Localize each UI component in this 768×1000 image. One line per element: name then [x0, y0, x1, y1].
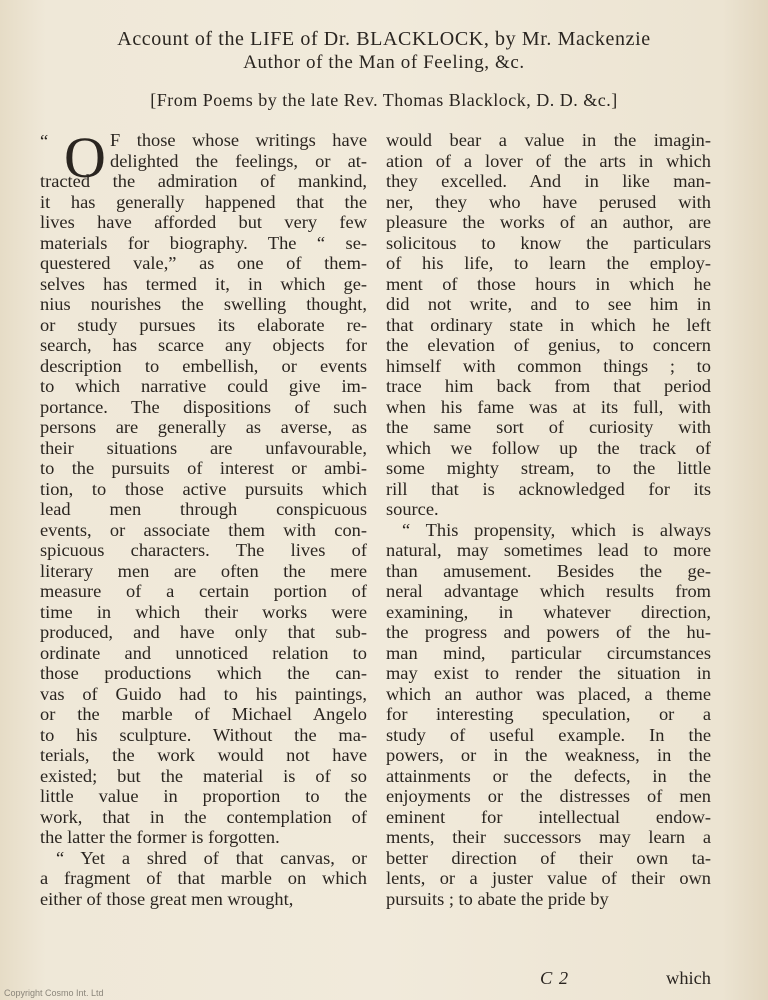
text-line: portance. The dispositions of such — [40, 396, 367, 417]
text-line: ments, their successors may learn a — [386, 827, 711, 847]
text-line: “ This propensity, which is always — [402, 519, 711, 540]
text-line: events, or associate them with con- — [40, 519, 367, 540]
opening-quote: “ — [40, 131, 49, 151]
text-line: spicuous characters. The lives of — [40, 540, 367, 560]
text-line: solicitous to know the particulars — [386, 232, 711, 253]
text-line: man mind, particular circumstances — [386, 642, 711, 663]
text-line: literary men are often the mere — [40, 560, 367, 581]
drop-cap: O — [64, 125, 106, 190]
text-line: work, that in the contemplation of — [40, 806, 367, 827]
text-line: pursuits ; to abate the pride by — [386, 888, 609, 909]
text-line: rill that is acknowledged for its — [386, 478, 711, 499]
text-line: or study pursues its elaborate re- — [40, 314, 367, 335]
text-line: which an author was placed, a theme — [386, 683, 711, 704]
text-line: eminent for intellectual endow- — [386, 806, 711, 827]
text-line: source. — [386, 499, 439, 519]
text-line: persons are generally as averse, as — [40, 417, 367, 437]
text-line: search, has scarce any objects for — [40, 335, 367, 355]
text-line: which we follow up the track of — [386, 437, 711, 458]
text-line: it has generally happened that the — [40, 191, 367, 212]
text-line: the same sort of curiosity with — [386, 417, 711, 437]
text-line: lead men through conspicuous — [40, 499, 367, 519]
text-line: the progress and powers of the hu- — [386, 622, 711, 642]
text-line: study of useful example. In the — [386, 724, 711, 745]
right-column — [386, 130, 711, 909]
text-line: examining, in whatever direction, — [386, 601, 711, 622]
text-line: that ordinary state in which he left — [386, 314, 711, 335]
text-line: attainments or the defects, in the — [386, 765, 711, 786]
text-line: natural, may sometimes lead to more — [386, 540, 711, 560]
text-line: tion, to those active pursuits which — [40, 478, 367, 499]
signature-mark: C 2 — [540, 968, 570, 988]
text-line: did not write, and to see him in — [386, 294, 711, 314]
text-line: the latter the former is forgotten. — [40, 827, 280, 847]
text-line: would bear a value in the imagin- — [386, 130, 711, 150]
text-line: delighted the feelings, or at- — [110, 150, 367, 171]
text-line: pleasure the works of an author, are — [386, 212, 711, 232]
text-line: some mighty stream, to the little — [386, 458, 711, 478]
text-line: “ Yet a shred of that canvas, or — [56, 847, 367, 868]
text-line: description to embellish, or events — [40, 355, 367, 376]
text-line: the elevation of genius, to concern — [386, 335, 711, 355]
text-line: powers, or in the weakness, in the — [386, 745, 711, 765]
text-line: to his sculpture. Without the ma- — [40, 724, 367, 745]
text-line: ordinate and unnoticed relation to — [40, 642, 367, 663]
text-line: trace him back from that period — [386, 376, 711, 396]
text-line: F those whose writings have — [110, 130, 367, 150]
text-line: ner, they who have perused with — [386, 191, 711, 212]
text-line: tracted the admiration of mankind, — [40, 171, 367, 191]
text-line: time in which their works were — [40, 601, 367, 622]
text-line: terials, the work would not have — [40, 745, 367, 765]
source-citation: [From Poems by the late Rev. Thomas Blacklock, D. D. &c.] — [150, 90, 618, 110]
text-line: ation of a lover of the arts in which — [386, 150, 711, 171]
text-line: of his life, to learn the employ- — [386, 253, 711, 273]
text-line: neral advantage which results from — [386, 581, 711, 601]
text-line: better direction of their own ta- — [386, 847, 711, 868]
text-line: lents, or a juster value of their own — [386, 868, 711, 888]
text-line: they excelled. And in like man- — [386, 171, 711, 191]
text-line: when his fame was at its full, with — [386, 396, 711, 417]
left-column — [40, 125, 367, 909]
text-line: questered vale,” as one of them- — [40, 253, 367, 273]
article-subtitle: Author of the Man of Feeling, &c. — [243, 52, 525, 73]
text-line: a fragment of that marble on which — [40, 868, 367, 888]
text-line: for interesting speculation, or a — [386, 704, 711, 724]
text-line: produced, and have only that sub- — [40, 622, 367, 642]
text-line: to which narrative could give im- — [40, 376, 367, 396]
text-line: lives have afforded but very few — [40, 212, 367, 232]
text-line: measure of a certain portion of — [40, 581, 367, 601]
text-line: selves has termed it, in which ge- — [40, 273, 367, 294]
text-line: either of those great men wrought, — [40, 888, 294, 909]
text-line: or the marble of Michael Angelo — [40, 704, 367, 724]
text-line: vas of Guido had to his paintings, — [40, 683, 367, 704]
text-line: may exist to render the situation in — [386, 663, 711, 683]
text-line: their situations are unfavourable, — [40, 437, 367, 458]
text-line: nius nourishes the swelling thought, — [40, 294, 367, 314]
text-line: those productions which the can- — [40, 663, 367, 683]
article-title: Account of the LIFE of Dr. BLACKLOCK, by Mr. Mackenzie — [117, 28, 651, 50]
text-line: materials for biography. The “ se- — [40, 232, 367, 253]
text-line: to the pursuits of interest or ambi- — [40, 458, 367, 478]
text-line: existed; but the material is of so — [40, 765, 367, 786]
copyright-watermark: Copyright Cosmo Int. Ltd — [4, 988, 104, 998]
text-line: himself with common things ; to — [386, 355, 711, 376]
text-line: ment of those hours in which he — [386, 273, 711, 294]
catchword: which — [666, 968, 711, 988]
text-line: than amusement. Besides the ge- — [386, 560, 711, 581]
text-line: little value in proportion to the — [40, 786, 367, 806]
text-line: enjoyments or the distresses of men — [386, 786, 711, 806]
